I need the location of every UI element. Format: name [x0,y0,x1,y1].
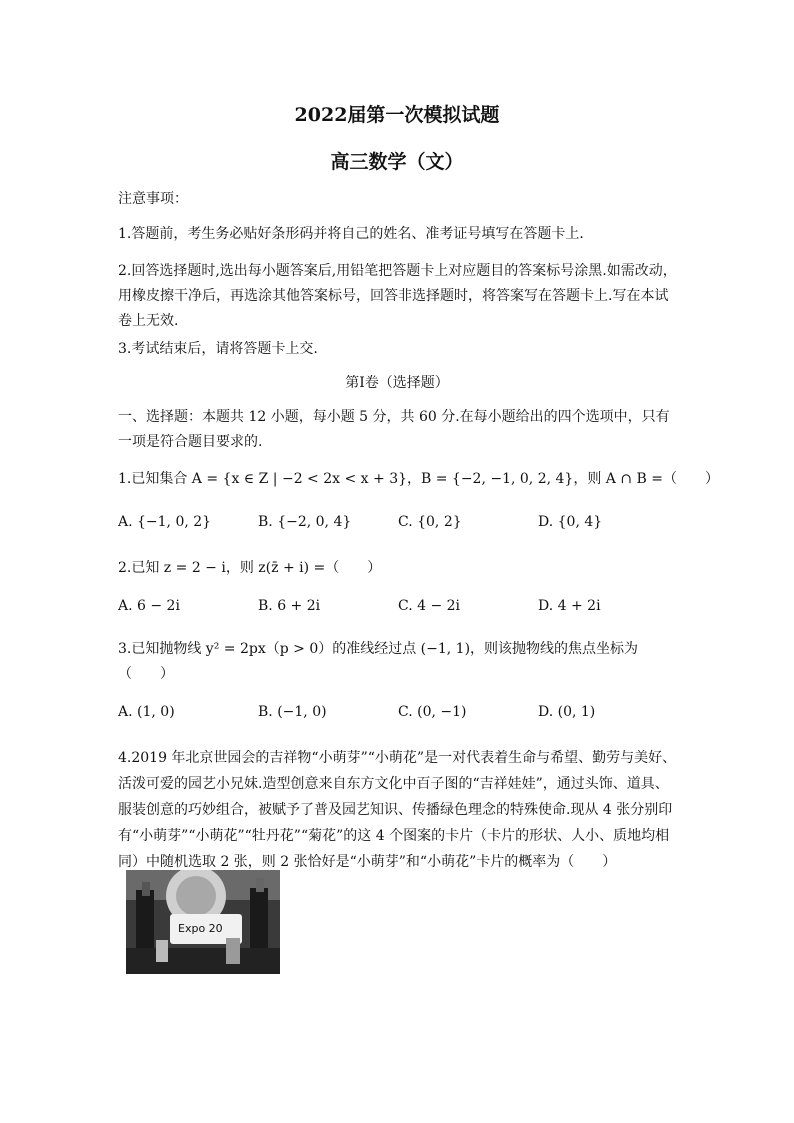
question-2-option-c: C. 4 − 2i [398,598,461,614]
notice-heading: 注意事项： [118,191,188,207]
section-title: 第Ⅰ卷（选择题） [345,375,449,391]
expo-photo-graphic [126,870,280,974]
notice-item-2: 2.回答选择题时,选出每小题答案后,用铅笔把答题卡上对应题目的答案标号涂黑.如需改动，用橡皮擦干净后，再选涂其他答案标号，回答非选择题时，将答案写在答题卡上.写在本试卷上无效. [118,263,677,329]
question-1-option-d: D. {0, 4} [538,514,603,530]
section-intro: 一、选择题：本题共 12 小题，每小题 5 分，共 60 分.在每小题给出的四个选项中，只有一项是符合题目要求的. [118,409,670,450]
question-1-option-c: C. {0, 2} [398,514,462,530]
expo-mascot-photo-icon [126,870,280,974]
question-2-option-d: D. 4 + 2i [538,598,601,614]
question-2-option-a: A. 6 − 2i [118,598,180,614]
question-4-stem: 4.2019 年北京世园会的吉祥物“小萌芽”“小萌花”是一对代表着生命与希望、勤劳与美好、活泼可爱的园艺小兄妹.造型创意来自东方文化中百子图的“吉祥娃娃”，通过头饰、道具、服装创意的巧妙组合，被赋予了普及园艺知识、传播绿色理念的特殊使命.现从 4 张分别印有“小萌芽”“小萌花”“牡丹花”“菊花”的这 4 个图案的卡片（卡片的形状、人小、质地均相同）中随机选取 2 张，则 2 张恰好是“小萌芽”和“小萌花”卡片的概率为（ ） [118,750,677,870]
question-1-option-a: A. {−1, 0, 2} [118,514,212,530]
question-1-option-b: B. {−2, 0, 4} [258,514,352,530]
question-3-option-c: C. (0, −1) [398,704,467,720]
question-2-stem: 2.已知 z = 2 − i，则 z(z̄ + i) =（ ） [118,560,382,576]
question-2-option-b: B. 6 + 2i [258,598,321,614]
question-3-option-d: D. (0, 1) [538,704,596,720]
exam-subtitle: 高三数学（文） [330,151,464,173]
question-3-option-b: B. (−1, 0) [258,704,327,720]
question-3-option-a: A. (1, 0) [118,704,175,720]
question-1-stem: 1.已知集合 A = {x ∈ Z | −2 < 2x < x + 3}，B = {−2, −1, 0, 2, 4}，则 A ∩ B =（ ） [118,471,719,487]
exam-title: 2022届第一次模拟试题 [294,104,500,126]
question-3-stem-continued: （ ） [118,666,174,682]
expo-sign-text: Expo 20 [178,922,223,935]
notice-item-1: 1.答题前，考生务必贴好条形码并将自己的姓名、准考证号填写在答题卡上. [118,226,584,242]
question-3-stem: 3.已知抛物线 y² = 2px（p > 0）的准线经过点 (−1, 1)，则该抛物线的焦点坐标为 [118,641,639,657]
notice-item-3: 3.考试结束后，请将答题卡上交. [118,341,318,357]
